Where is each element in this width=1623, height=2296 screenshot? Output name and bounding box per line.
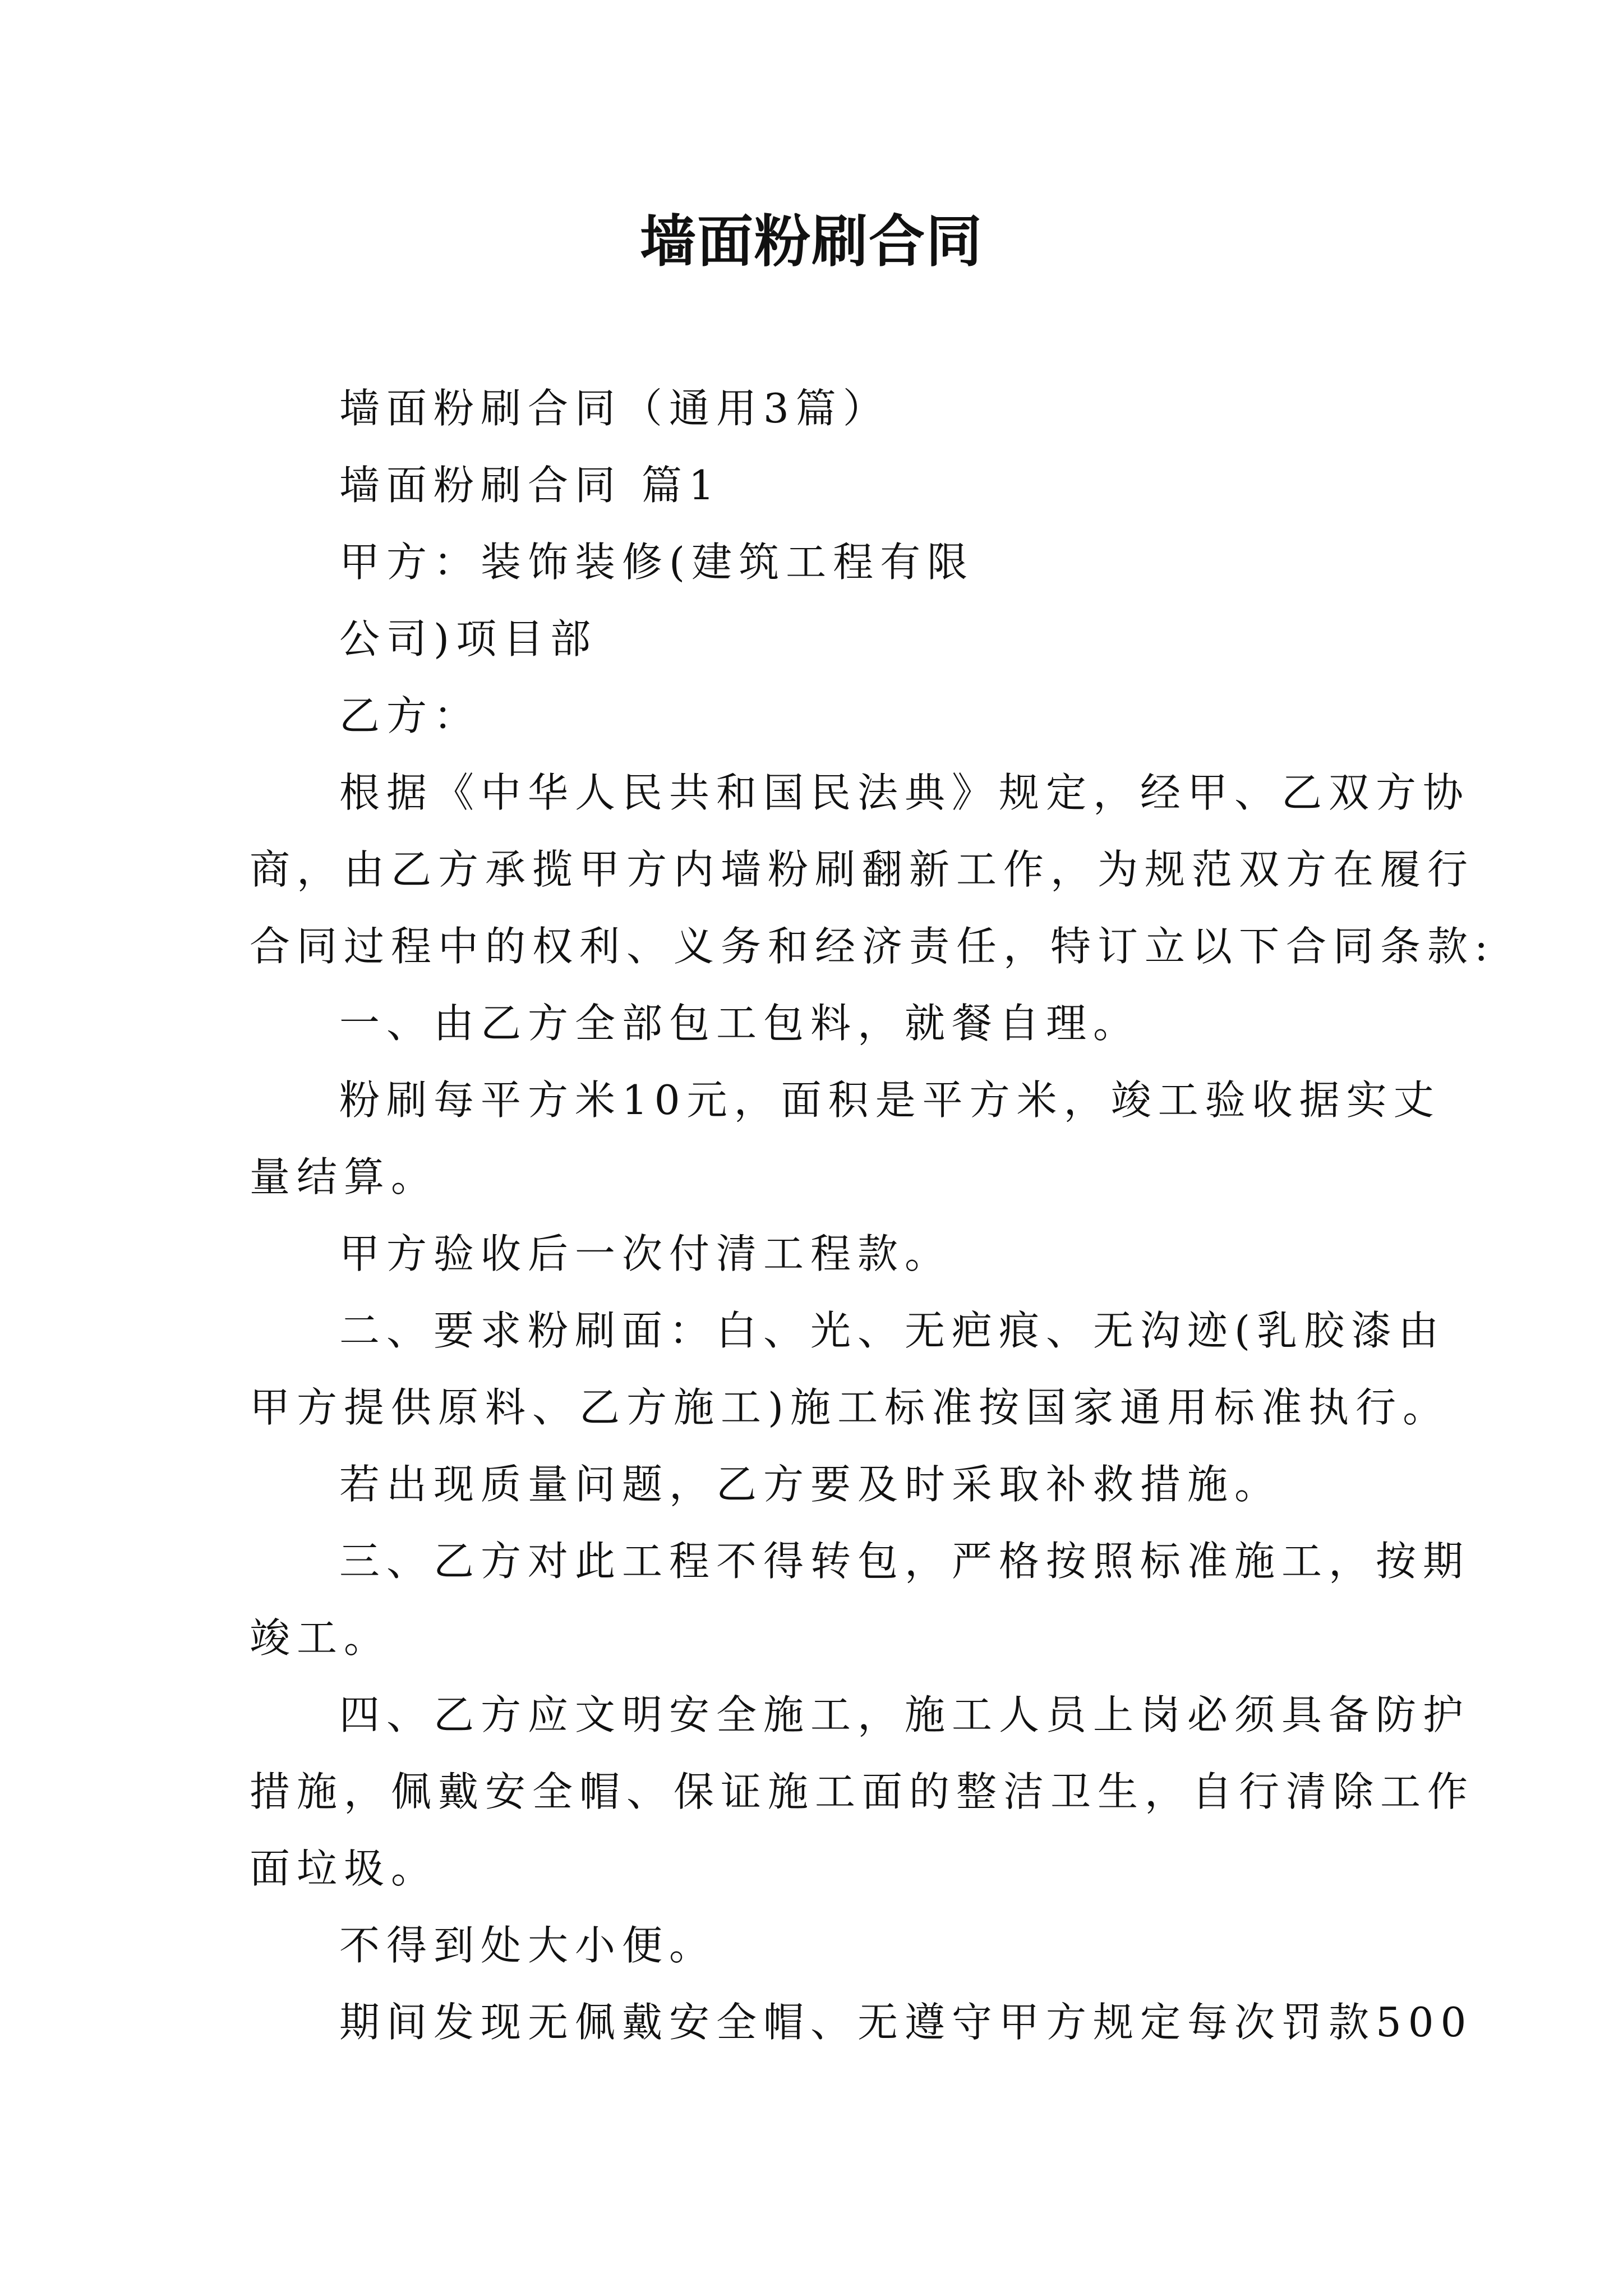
paragraph-line: 墙面粉刷合同（通用3篇） bbox=[339, 385, 890, 432]
document-title: 墙面粉刷合同 bbox=[640, 208, 983, 274]
paragraph-line: 一、由乙方全部包工包料，就餐自理。 bbox=[339, 1000, 1141, 1047]
paragraph-line: 甲方验收后一次付清工程款。 bbox=[339, 1230, 952, 1277]
paragraph-line: 合同过程中的权利、义务和经济责任，特订立以下合同条款: bbox=[250, 923, 1495, 970]
paragraph-line: 公司)项目部 bbox=[339, 615, 598, 662]
paragraph-line: 措施，佩戴安全帽、保证施工面的整洁卫生，自行清除工作 bbox=[250, 1768, 1475, 1815]
paragraph-line: 甲方提供原料、乙方施工)施工标准按国家通用标准执行。 bbox=[250, 1384, 1450, 1431]
paragraph-line: 粉刷每平方米10元，面积是平方米，竣工验收据实丈 bbox=[339, 1076, 1441, 1124]
paragraph-line: 若出现质量问题，乙方要及时采取补救措施。 bbox=[339, 1461, 1282, 1508]
paragraph-line: 乙方： bbox=[339, 692, 481, 739]
paragraph-line: 期间发现无佩戴安全帽、无遵守甲方规定每次罚款500 bbox=[339, 1999, 1473, 2046]
paragraph-line: 不得到处大小便。 bbox=[339, 1922, 717, 1969]
paragraph-line: 墙面粉刷合同 篇1 bbox=[339, 462, 721, 509]
paragraph-line: 甲方：装饰装修(建筑工程有限 bbox=[339, 539, 975, 586]
paragraph-line: 商，由乙方承揽甲方内墙粉刷翻新工作，为规范双方在履行 bbox=[250, 846, 1475, 893]
paragraph-line: 二、要求粉刷面：白、光、无疤痕、无沟迹(乳胶漆由 bbox=[339, 1307, 1446, 1354]
paragraph-line: 根据《中华人民共和国民法典》规定，经甲、乙双方协 bbox=[339, 769, 1470, 816]
paragraph-line: 竣工。 bbox=[250, 1614, 391, 1662]
paragraph-line: 三、乙方对此工程不得转包，严格按照标准施工，按期 bbox=[339, 1538, 1470, 1585]
paragraph-line: 面垃圾。 bbox=[250, 1845, 439, 1892]
paragraph-line: 四、乙方应文明安全施工，施工人员上岗必须具备防护 bbox=[339, 1691, 1470, 1738]
document-body bbox=[250, 370, 1495, 2061]
paragraph-line: 量结算。 bbox=[250, 1153, 439, 1200]
